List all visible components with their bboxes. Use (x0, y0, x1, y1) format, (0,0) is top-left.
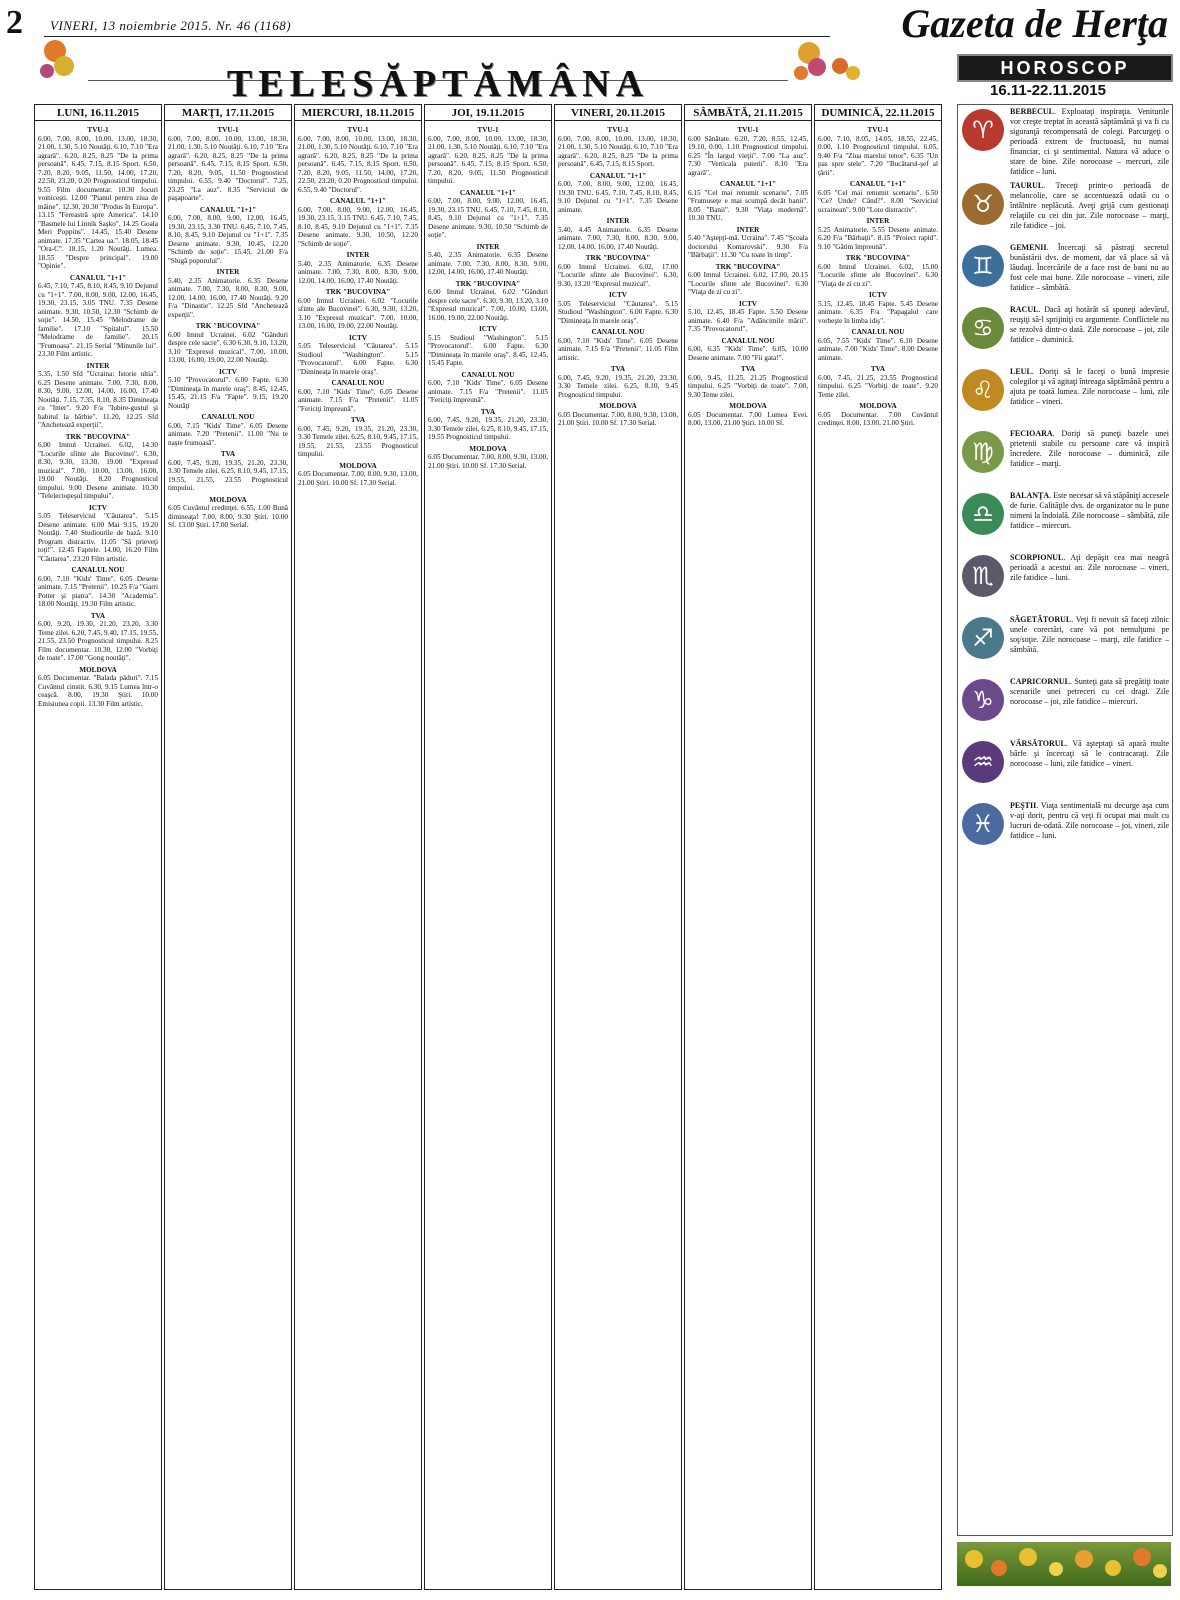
channel-name: TVA (740, 365, 756, 373)
program-listing: 6.05 Documentar. 7.00 Cuvântul credinţei. 8.00, 13.00, 21.00 Ştiri. (818, 410, 938, 427)
day-column (294, 104, 422, 1590)
program-listing: 6.00 Imnul Ucrainei. 6.02 "Gânduri despre cele sacre". 6.30 6.30, 9.10, 13.20, 3.10 "Expresul muzical". 7.00, 10.00, 13.00, 16.00, 19.00, 22.00 Noutăţi. (168, 330, 288, 364)
zodiac-icon: ♑ (962, 679, 1004, 721)
tv-listings (34, 104, 946, 1588)
channel-name: CANALUL NOU (721, 336, 775, 345)
program-listing: 6.00, 7.10 "Kids' Time". 6.05 Desene animate. 7.15 "Pretenii". 10.25 F/a "Garri Potter şi piatra". 14.30 "Academia". 18.00 Noutăţi. 19.30 Film artistic. (38, 574, 158, 608)
program-listing: 5.05 Teleserviciul "Căutarea". 5.15 Studioul "Washington". 6.00 Fapte. 6.30 "Dimineaţa în marele oraş". (558, 299, 678, 325)
zodiac-sign-name: GEMENII (1010, 243, 1047, 252)
horoscope-entry: ♉ TAURUL. Treceţi printr-o perioadă de melancolie, care se accentuează odată cu o întâlnire neplăcută. Aveţi grijă cum gestionaţi relaţiile cu cei din jur. Zile norocoase – marţi, zile fatidice – joi. (958, 179, 1172, 241)
masthead (0, 0, 1180, 105)
program-listing: 5.10, 12.45, 18.45 Fapte. 5.50 Desene animate. 6.40 F/a "Adăncimile mării". 7.35 "Provocatorul". (688, 308, 808, 333)
program-listing: 6.00 Imnul Ucrainei. 6.02 "Gânduri despre cele sacre". 6.30, 9.30, 13.20, 3.10 "Expresul muzical". 7.00, 10.00, 13.00, 16.00, 19.00, 22.00 Noutăţi. (428, 288, 548, 322)
program-listing: 6.45, 7.10, 7.45, 8.10, 8.45, 9.10 Dejunul cu "1+1". 7.00, 8.00, 9.00, 12.00, 16.45, 19.30, 23.15, 3.05 TNU. 7.35 Desene animate. 9.30, 10.50, 12.30 "Schimb de soţie". 14.50, 15.45 "Melodrame de familie". 17.10 "Spitalul". 15.50 "Melodrame de familie". 20.15 "Frumoasa". 21.15 Serial "Minunile lui". 23.30 Film artistic. (38, 282, 158, 358)
horoscope-text: Doriţi să puneţi bazele unei prietenii stabile cu persoane care vă inspiră încredere. Zile norocoase – duminică, zile fatidice – marţi. (1010, 429, 1170, 468)
program-listing: 6.05 Documentar. 7.00, 8.00, 9.30, 13.00, 21.00 Ştiri. 10.00 Sf. 17.30 Serial. (558, 410, 678, 427)
horoscope-entry: ♑ CAPRICORNUL. Sunteţi gata să pregătiţi toate scenariile unei petreceri cu cei dragi. Zile norocoase – joi, zile fatidice – miercuri. (958, 675, 1172, 737)
channel-name: MOLDOVA (339, 461, 377, 470)
zodiac-sign-name: VĂRSĂTORUL (1010, 739, 1066, 748)
day-schedule (425, 121, 551, 472)
channel-name: TRK "BUCOVINA" (845, 254, 911, 262)
channel-name: INTER (736, 225, 760, 234)
program-listing: 6.00, 7.45, 9.20, 19.35, 21.20, 23.30, 3.30 Temele zilei. 6.25, 8.10, 9.45, 17.15, 19.55 Prognosticul timpului. (428, 416, 548, 441)
horoscope-entry: ♍ FECIOARA. Doriţi să puneţi bazele unei prietenii stabile cu persoane care vă inspiră încredere. Zile norocoase – duminică, zile fatidice – marţi. (958, 427, 1172, 489)
program-listing: 5.40 "Aştepţi-mă. Ucraina". 7.45 "Şcoala doctorului Komarovski". 9.30 F/a "Bărbaţii". 11.30 "Cu toate în timp". (688, 234, 808, 259)
day-column (34, 104, 162, 1590)
zodiac-icon: ♋ (962, 307, 1004, 349)
channel-name: TVA (480, 407, 496, 416)
channel-name: MOLDOVA (79, 665, 117, 674)
zodiac-sign-name: BALANŢA (1010, 491, 1050, 500)
zodiac-icon: ♐ (962, 617, 1004, 659)
program-listing: 6.05 Documentar. 7.00 Lumea Evei. 8.00, 13.00, 21.00 Ştiri. 10.00 Sf. (688, 410, 808, 427)
program-listing: 5.40, 2.35 Animatorie. 6.35 Desene animate. 7.00, 7.30, 8.00, 8.30, 9.00, 12.00, 14.00, 16.00, 17.40 Noutăţi. (428, 251, 548, 276)
program-listing: 5.15, 12.45, 18.45 Fapte. 5.45 Desene animate. 6.35 F/a "Papagalul care vorbeşte în limba idiş". (818, 299, 938, 325)
channel-name: TVU-1 (477, 126, 499, 134)
program-listing: 6.00 Imnul Ucrainei. 6.02, 14.30 "Locurile sfinte ale Bucovinei". 6.30, 8.30, 9.30, 13.30, 19.00 "Expresul muzical". 7.00, 10.00, 13.00, 16.00, 19.00 Noutăţi. 8.20 Prognosticul timpului. 9.00 Desene animate. 10.30 "Telelectopeşul timpului". (38, 441, 158, 500)
channel-name: MOLDOVA (209, 495, 247, 504)
day-title: MIERCURI, 18.11.2015 (295, 105, 421, 121)
channel-name: CANALUL "1+1" (589, 171, 647, 180)
channel-name: CANALUL "1+1" (719, 180, 777, 188)
program-listing: 6.00, 7.10 "Kids' Time". 6.05 Desene animate. 7.15 F/a "Pretenii". 11.05 "Fericiţi împreună". (428, 379, 548, 404)
channel-name: ICTV (89, 503, 107, 512)
zodiac-icon: ♒ (962, 741, 1004, 783)
channel-name: INTER (86, 361, 110, 370)
horoscope-entry: ♎ BALANŢA. Este necesar să vă stăpâniţi accesele de furie. Calităţile dvs. de organizator nu le pune nimeni la îndoială. Zile norocoase – sâmbătă, zile fatidice – miercuri. (958, 489, 1172, 551)
day-title: MARŢI, 17.11.2015 (165, 105, 291, 121)
horoscope-text: Viaţa sentimentală nu decurge aşa cum v-aţi dorit, pentru că veţi fi ocupat mai mult cu lucruri de-odată. Zile norocoase – joi, vineri, zile fatidice – luni. (1010, 801, 1170, 840)
horoscope-entry: ♐ SĂGETĂTORUL. Veţi fi nevoit să faceţi zilnic unele corectări, care vă pot nemulţumi pe soţ/soţie. Zile norocoase – marţi, zile fatidice – sâmbătă. (958, 613, 1172, 675)
program-listing: 6.00 Imnul Ucrainei. 6.02, 17.00, 20.15 "Locurile sfinte ale Bucovinei". 6.30 "Viaţa de zi cu zi". (688, 271, 808, 296)
horoscope-entry: ♈ BERBECUL. Exploataţi inspiraţia. Veniturile vor creşte treptat în această săptămână şi va fi cu siguranţă recompensată de colegi. Parcurgeţi o perioadă extrem de fructuoasă, nu numai financiar, ci şi sentimental. Natura vă aduce o stare de bine. Zile norocoase – mercuri, zile fatidice – luni. (958, 105, 1172, 179)
program-listing: 6.00, 7.15 "Kids' Time". 6.05 Desene animate. 7.20 "Pretenii". 11.00 "Nu te naşte frumoasă". (168, 421, 288, 447)
horoscope-entry: ♏ SCORPIONUL. Aţi depăşit cea mai neagră perioadă a acestui an. Zile norocoase – vineri, zile fatidice – luni. (958, 551, 1172, 613)
day-column (814, 104, 942, 1590)
zodiac-sign-name: PEŞTII (1010, 801, 1037, 810)
channel-name: ICTV (739, 299, 757, 308)
channel-name: MOLDOVA (469, 444, 507, 453)
program-listing: 6.00 Imnul Ucrainei. 6.02, 17.00 "Locurile sfinte ale Bucovinei". 6.30, 9.30, 13.20 "Expresul muzical". (558, 262, 678, 288)
channel-name: TRK "BUCOVINA" (585, 254, 651, 262)
day-schedule (555, 121, 681, 430)
dateline: VINERI, 13 noiembrie 2015. Nr. 46 (1168) (50, 18, 292, 33)
program-listing: 6.00, 7.45, 9.20, 19.35, 21.20, 23.30, 3.30 Temele zilei. 6.25, 8.10, 9.45, 17.15, 19.55, 21.55, 23.55 Prognosticul timpului. (298, 424, 418, 458)
zodiac-sign-name: TAURUL (1010, 181, 1044, 190)
channel-name: ICTV (869, 291, 887, 299)
page-number: 2 (6, 4, 23, 41)
zodiac-sign-name: SĂGETĂTORUL (1010, 615, 1072, 624)
program-listing: 5.35, 1.50 Sfd "Ucraina: Istorie ultia". 6.25 Desene animate. 7.00, 7.30, 8.00, 8.30, 9.00, 12.00, 14.00, 16.00, 17.40 Noutăţi. 7.15, 7.35, 8.10, 8.35 Dimineaţa cu "Inter". 9.20 F/a "Iubire-gustul şi habitul la bărbie". 11.20, 12.25 Sfd "Anchetează experţii". (38, 370, 158, 429)
channel-name: MOLDOVA (599, 402, 637, 410)
program-listing: 6.00, 9.20, 19.30, 21.20, 23.20, 3.30 Teme zilei. 6.20, 7.45, 9.40, 17.15, 19.55, 21.55, 23.50 Prognosticul timpului. 8.25 Film documentar. 10.30, 12.00 "Vorbiţi de toate". 17.00 "Gong noutăţi". (38, 620, 158, 662)
zodiac-sign-name: CAPRICORNUL (1010, 677, 1070, 686)
day-column (554, 104, 682, 1590)
program-listing: 6.00, 7.00, 8.00, 10.00, 13.00, 18.30, 21.00, 1.30, 5.10 Noutăţi. 6.10, 7.10 "Era agrară". 6.20, 8.25, 8.25 "De la prima persoană". 6.45, 7.15, 8.15 Sport. 6.50, 7.20, 8.20, 9.05, 11.50, 14.00, 17.20, 22.50, 23.20, 0.20 Prognosticul timpului. 9.55 Film documentar. 10.30 Jocuri voinicești. 12.00 "Pianul pentru ziua de mâine". 12.30, 20.30 "Produs în Europa". 13.15 "Fereastră spre America". 14.10 "Basmele lui Linnik Saşko". 14.25 Goala Meri Poppins". 14.45, 15.40 Desene animate. 17.35 "Cartea ua.". 18.05, 18.45 "Ora-C". 18.15, 1.20 Noutăţi. Lumea. 18.55 "Despre principal". 19.00 "Opinie". (38, 134, 158, 270)
horoscope-column (957, 104, 1173, 1536)
program-listing: 5.10 "Provocatorul". 6.00 Fapte. 6.30 "Dimineaţa în marele oraş". 8.45, 12.45, 15.45, 21.15 F/a "Fapte". 9.15, 19.20 Noutăţi (168, 376, 288, 410)
program-listing: 6.00, 7.00, 8.00, 9.00, 12.00, 16.45, 19.30 TNU. 6.45, 7.10, 7.45, 8.10, 8.45, 9.10 Dejunul cu "1+1". 7.35 Desene animate. (558, 180, 678, 214)
day-title: SÂMBĂTĂ, 21.11.2015 (685, 105, 811, 121)
channel-name: CANALUL NOU (591, 328, 645, 336)
day-title: VINERI, 20.11.2015 (555, 105, 681, 121)
channel-name: TRK "BUCOVINA" (715, 262, 781, 271)
flowers-right-small-decoration (830, 56, 870, 86)
program-listing: 6.05 "Cel mai renumit scenariu". 6.50 "Ce? Unde? Când?". 8.00 "Serviciul ucrainean". 9.00 "Loto distractiv". (818, 188, 938, 214)
program-listing: 6.00, 7.00, 8.00, 10.00, 13.00, 18.30, 21.00, 1.30, 5.10 Noutăţi. 6.10, 7.10 "Era agrară". 6.20, 8.25, 8.25 "De la prima persoană". 6.45, 7.15, 8.15 Sport. 6.50, 7.20, 8.20, 9.05, 11.50 Prognosticul timpului. (428, 134, 548, 185)
program-listing: 6.00, 7.10, 8.05, 14.05, 18.55, 22.45, 0.00, 1.10 Prognosticul timpului. 6.05, 9.40 F/a "Ziua marelui tenor". 6.35 "Un pas spre stele". 7.20 "Bucătarul-şef al ţării". (818, 134, 938, 177)
channel-name: TVU-1 (867, 126, 889, 134)
channel-name: ICTV (479, 325, 497, 333)
program-listing: 6.00, 7.00, 8.00, 10.00, 13.00, 18.30, 21.00, 1.30, 5.10 Noutăţi. 6.10, 7.10 "Era agrară". 6.20, 8.25, 8.25 "De la prima persoană". 6.45, 7.15, 8.15 Sport. 6.50, 7.20, 8.20, 9.05, 11.50, 14.00, 17.20, 22.50, 23.20, 0.20 Prognosticul timpului. 6.55, 9.40 "Doctorul". (298, 134, 418, 194)
program-listing: 6.00, 7.00, 8.00, 9.00, 12.00, 16.45, 19.30, 23.15, 3.15 TNU. 6.45, 7.10, 7.45, 8.10, 8.45, 9.10 Dejunul cu "1+1". 7.35 Desene animate. 9.30, 10.50, 12.20 "Schimb de soţie". (298, 205, 418, 248)
day-schedule (35, 121, 161, 710)
program-listing: 6.00 Imnul Ucrainei. 6.02 "Locurile sfinte ale Bucovinei". 6.30, 9.30, 13.20, 3.10 "Expresul muzical". 7.00, 10.00, 13.00, 16.00, 19.00, 22.00 Noutăţi. (298, 296, 418, 330)
horoscope-text: Încercaţi să păstraţi secretul bunăstării dvs. de moment, dar vă place să vă lăudaţi. Încercările de a face rost de bani nu au fost cele mai bune. Zile norocoase – vineri, zile fatidice – sâmbătă. (1010, 243, 1170, 292)
horoscope-text: Treceţi printr-o perioadă de melancolie, care se accentuează odată cu o întâlnire neplăcută. Aveţi grijă cum gestionaţi relaţiile cu cei din jur. Zile norocoase – marţi, zile fatidice – joi. (1010, 181, 1170, 230)
channel-name: CANALUL NOU (851, 328, 905, 336)
section-title: TELESĂPTĂMÂNA (88, 62, 788, 98)
program-listing: 6.00, 7.00, 8.00, 9.00, 12.00, 16.45, 19.30, 23.15, 3.30 TNU. 6.45, 7.10, 7.45, 8.10, 8.45, 9.10 Dejunul cu "1+1". 7.35 Desene animate. 9.30, 10.45, 12.20 "Schimb de soţie". 15.45, 21.00 F/a "Slugă poporului". (168, 214, 288, 265)
program-listing: 5.05 Teleserviciul "Căutarea". 5.15 Studioul "Washington". 5.15 "Provocatorul". 6.00 Fapte. 6.30 "Dimineaţa în marele oraş". (298, 342, 418, 376)
flowers-left-decoration (40, 36, 80, 86)
program-listing: 6.00, 7.00, 8.00, 10.00, 13.00, 18.30, 21.00, 1.30, 5.10 Noutăţi. 6.10, 7.10 "Era agrară". 6.20, 8.25, 8.25 "De la prima persoană". 6.45, 7.15, 8.15 Sport. (558, 134, 678, 168)
zodiac-icon: ♏ (962, 555, 1004, 597)
horoscope-entry: ♓ PEŞTII. Viaţa sentimentală nu decurge aşa cum v-aţi dorit, pentru că veţi fi ocupat mai mult cu lucruri de-odată. Zile norocoase – joi, vineri, zile fatidice – luni. (958, 799, 1172, 861)
horoscope-entry: ♋ RACUL. Dacă aţi hotărât să spuneţi adevărul, reuşiţi să-l sprijiniţi cu argumente. Conflictele nu se rezolvă dintr-o dată. Zile norocoase – joi, zile fatidice – duminică. (958, 303, 1172, 365)
zodiac-icon: ♎ (962, 493, 1004, 535)
program-listing: 6.05 Documentar. 7.00, 8.00, 9.30, 13.00, 21.00 Ştiri. 10.00 Sf. 17.30 Serial. (298, 470, 418, 487)
horoscope-text: Exploataţi inspiraţia. Veniturile vor creşte treptat în această săptămână şi va fi cu siguranţă recompensată de colegi. Parcurgeţi o perioadă extrem de fructuoasă, nu numai financiar, ci şi sentimental. Natura vă aduce o stare de bine. Zile norocoase – mercuri, zile fatidice – luni. (1010, 107, 1169, 176)
zodiac-sign-name: BERBECUL (1010, 107, 1055, 116)
program-listing: 6.00, 7.45, 9.20, 19.35, 21.20, 23.30, 3.30 Temele zilei. 6.25, 8.10, 9.45 Prognosticul timpului. (558, 373, 678, 399)
channel-name: INTER (476, 242, 500, 251)
program-listing: 6.05 Documentar. "Balada păduri". 7.15 Cuvântul cinstit. 6.30, 9.15 Lumea într-o ceaşcă. 8.00, 19.30 Ştiri. 10.00 Emisiunea copii. 13.30 Film artistic. (38, 674, 158, 708)
channel-name: CANALUL "1+1" (459, 188, 517, 197)
day-column (424, 104, 552, 1590)
channel-name: CANALUL "1+1" (69, 273, 127, 282)
zodiac-sign-name: LEUL (1010, 367, 1032, 376)
horoscope-text: Aţi depăşit cea mai neagră perioadă a acestui an. Zile norocoase – vineri, zile fatidice – luni. (1010, 553, 1169, 582)
program-listing: 6.00, 7.45, 21.25, 23.55 Prognosticul timpului. 6.25 "Vorbiţi de toate". 9.20 Teme zilei. (818, 373, 938, 399)
channel-name: CANALUL NOU (331, 379, 385, 387)
channel-name: TVA (870, 365, 886, 373)
zodiac-icon: ♊ (962, 245, 1004, 287)
zodiac-icon: ♉ (962, 183, 1004, 225)
flowers-right-decoration (792, 36, 832, 86)
horoscope-label: HOROSCOP (957, 54, 1173, 82)
channel-name: INTER (866, 217, 890, 225)
horoscope-entry: ♌ LEUL. Doriţi să le faceţi o bună impresie colegilor şi vă agitaţi întreaga săptămână pentru a ajuta pe toată lumea. Zile norocoase – luni, zile fatidice – vineri. (958, 365, 1172, 427)
channel-name: ICTV (219, 367, 237, 376)
program-listing: 5.15 Studioul "Washington". 5.15 "Provocatorul". 6.00 Fapte. 6.30 "Dimineaţa în marele oraş". 8.45, 12.45, 15.45 Fapte. (428, 333, 548, 367)
program-listing: 6.05 Cuvântul credinţei. 6.55, 1.00 Bună dimineaţa! 7.00, 8.00, 9.30 Ştiri. 10.00 Sf. 13.00 Ştiri. 17.00 Serial. (168, 504, 288, 529)
program-listing: 5.40, 4.45 Animatorie. 6.35 Desene animate. 7.00, 7.30, 8.00, 8.30, 9.00, 12.00, 14.00, 16.00, 17.40 Noutăţi. (558, 225, 678, 251)
program-listing: 6.00, 7.45, 9.20, 19.35, 21.20, 23.30, 3.30 Temele zilei. 6.25, 8.10, 9.45, 17.15, 19.55, 21.55, 23.55 Prognosticul timpului. (168, 458, 288, 492)
zodiac-sign-name: FECIOARA (1010, 429, 1053, 438)
day-column (684, 104, 812, 1590)
day-schedule (165, 121, 291, 532)
channel-name: TVU-1 (607, 126, 629, 134)
program-listing: 6.00, 7.00, 8.00, 10.00, 13.00, 18.30, 21.00, 1.30, 5.10 Noutăţi. 6.10, 7.10 "Era agrară". 6.20, 8.25, 8.25 "De la prima persoană". 6.45, 7.15, 8.15 Sport. 6.50, 7.20, 8.20, 9.05, 11.50 Prognosticul timpului. 6.55, 9.40 "Doctorul". 7.25, 23.25 "La auz". 8.35 "Serviciul de paşapoarte". (168, 134, 288, 202)
channel-name: CANALUL "1+1" (199, 205, 257, 214)
zodiac-icon: ♓ (962, 803, 1004, 845)
channel-name: TRK "BUCOVINA" (65, 432, 131, 441)
zodiac-icon: ♍ (962, 431, 1004, 473)
horoscope-entry: ♊ GEMENII. Încercaţi să păstraţi secretul bunăstării dvs. de moment, dar vă place să vă lăudaţi. Încercările de a face rost de bani nu au fost cele mai bune. Zile norocoase – vineri, zile fatidice – sâmbătă. (958, 241, 1172, 303)
program-listing: 6.15 "Cel mai renumit scenariu". 7.05 "Frumuseţe e mai scumpă decât banii". 8.05 "Banii". 9.30 "Viaţa modernă". 10.30 TNU. (688, 188, 808, 222)
channel-name: INTER (346, 251, 370, 259)
meadow-decoration (957, 1542, 1171, 1586)
channel-name: TVU-1 (87, 126, 109, 134)
horoscope-text: Este necesar să vă stăpâniţi accesele de furie. Calităţile dvs. de organizator nu le pune nimeni la îndoială. Zile norocoase – sâmbătă, zile fatidice – miercuri. (1010, 491, 1170, 530)
horoscope-entry: ♒ VĂRSĂTORUL. Vă aşteptaţi să apară multe bârfe şi încercaţi să le contracaraţi. Zile norocoase – luni, zile fatidice – vineri. (958, 737, 1172, 799)
program-listing: 6.00, 7.00, 8.00, 9.00, 12.00, 16.45, 19.30, 23.15 TNU. 6.45, 7.10, 7.45, 8.10, 8.45, 9.10 Dejunul cu "1+1". 7.35 Desene animate. 9.30, 10.50 "Schimb de soţie". (428, 197, 548, 239)
day-schedule (815, 121, 941, 430)
channel-name: CANALUL NOU (201, 413, 255, 421)
channel-name: TVA (350, 416, 366, 424)
channel-name: CANALUL NOU (461, 370, 515, 379)
program-listing: 6.00, 7.10 "Kids' Time". 6.05 Desene animate. 7.15 F/a "Pretenii". 11.05 "Fericiţi împreună". (298, 387, 418, 413)
program-listing: 6.00, 9.45, 11.25, 21.25 Prognosticul timpului. 6.25 "Vorbiţi de toate". 7.00, 9.30 Teme zilei. (688, 373, 808, 399)
header-rule (44, 36, 830, 37)
day-column (164, 104, 292, 1590)
horoscope-text: Dacă aţi hotărât să spuneţi adevărul, reuşiţi să-l sprijiniţi cu argumente. Conflictele nu se rezolvă dintr-o dată. Zile norocoase – joi, zile fatidice – duminică. (1010, 305, 1169, 344)
horoscope-text: Doriţi să le faceţi o bună impresie colegilor şi vă agitaţi întreaga săptămână pentru a ajuta pe toată lumea. Zile norocoase – luni, zile fatidice – vineri. (1010, 367, 1170, 406)
program-listing: 6.00 Imnul Ucrainei. 6.02, 15.00 "Locurile sfinte ale Bucovinei". 6.30 "Viaţa de zi cu zi". (818, 262, 938, 288)
day-title: JOI, 19.11.2015 (425, 105, 551, 121)
zodiac-icon: ♌ (962, 369, 1004, 411)
channel-name: CANALUL "1+1" (849, 180, 907, 188)
channel-name: MOLDOVA (729, 402, 767, 410)
zodiac-icon: ♈ (962, 109, 1004, 151)
day-schedule (685, 121, 811, 430)
channel-name: CANALUL NOU (71, 566, 125, 574)
program-listing: 5.25 Animatorie. 5.55 Desene animate. 6.20 F/a "Bărbaţii". 8.15 "Proiect rapid". 9.10 "Gătim împreună". (818, 225, 938, 251)
program-listing: 6.05, 7.55 "Kids' Time". 6.10 Desene animate. 7.00 "Kids' Time". 8.00 Desene animate. (818, 336, 938, 362)
channel-name: TVA (220, 450, 236, 458)
horoscope-dates: 16.11-22.11.2015 (990, 82, 1106, 99)
horoscope-text: Sunteţi gata să pregătiţi toate scenariile unei petreceri cu cei dragi. Zile norocoase – joi, zile fatidice – miercuri. (1010, 677, 1170, 706)
channel-name: TRK "BUCOVINA" (195, 322, 261, 330)
day-schedule (295, 121, 421, 489)
program-listing: 5.05 Teleserviciul "Căutarea". 5.15 Desene animate. 6.00 Mai 9.15, 19.20 Noutăţi. 7.40 Studiourile de bază. 9.10 Program distractiv. 11.05 "Să prieveţi toţi!". 12.45 Faptele. 14.00, 16.20 Film "Căutarea". 23.20 Film artistic. (38, 512, 158, 563)
channel-name: INTER (606, 217, 630, 225)
brand-title: Gazeta de Herţa (901, 1, 1168, 46)
channel-name: CANALUL "1+1" (329, 197, 387, 205)
day-title: DUMINICĂ, 22.11.2015 (815, 105, 941, 121)
channel-name: TVA (610, 365, 626, 373)
channel-name: TRK "BUCOVINA" (455, 279, 521, 288)
channel-name: ICTV (609, 291, 627, 299)
program-listing: 5.40, 2.35 Animatorie. 6.35 Desene animate. 7.00, 7.30, 8.00, 8.30, 9.00, 12.00, 14.00, 16.00, 17.40 Noutăţi. 9.20 F/a "Dinastie". 12.25 Sfd "Anchetează experţii". (168, 276, 288, 319)
channel-name: TVU-1 (347, 126, 369, 134)
day-title: LUNI, 16.11.2015 (35, 105, 161, 121)
zodiac-sign-name: SCORPIONUL (1010, 553, 1064, 562)
channel-name: MOLDOVA (859, 402, 897, 410)
program-listing: 6.05 Documentar. 7.00, 8.00, 9.30, 13.00, 21.00 Ştiri. 10.00 Sf. 17.30 Serial. (428, 453, 548, 470)
horoscope-text: Vă aşteptaţi să apară multe bârfe şi încercaţi să le contracaraţi. Zile norocoase – luni, zile fatidice – vineri. (1010, 739, 1170, 768)
channel-name: TVA (90, 611, 106, 620)
program-listing: 6.00 Sănătate. 6.20, 7.20, 8.55, 12.45, 19.10, 0.00, 1.10 Prognosticul timpului. 6.25 "În largul vieţii". 7.00 "La auz". 7.30 "Verticala puterii". 8.10 "Era agrară". (688, 134, 808, 177)
program-listing: 6.00, 7.10 "Kids' Time". 6.05 Desene animate. 7.15 F/a "Pretenii". 11.05 Film artistic. (558, 336, 678, 362)
program-listing: 6.00, 6.35 "Kids' Time". 6.05, 10.00 Desene animate. 7.00 "Fii gata!". (688, 345, 808, 362)
channel-name: TVU-1 (217, 126, 239, 134)
program-listing: 5.40, 2.35 Animatorie. 6.35 Desene animate. 7.00, 7.30, 8.00, 8.30, 9.00, 12.00, 14.00, 16.00, 17.40 Noutăţi. (298, 259, 418, 285)
horoscope-text: Veţi fi nevoit să faceţi zilnic unele corectări, care vă pot nemulţumi pe soţ/soţie. Zile norocoase – marţi, zile fatidice – sâmbătă. (1010, 615, 1170, 654)
channel-name: TVU-1 (737, 126, 759, 134)
channel-name: INTER (216, 268, 240, 276)
zodiac-sign-name: RACUL (1010, 305, 1039, 314)
channel-name: ICTV (349, 333, 367, 342)
channel-name: TRK "BUCOVINA" (325, 288, 391, 296)
